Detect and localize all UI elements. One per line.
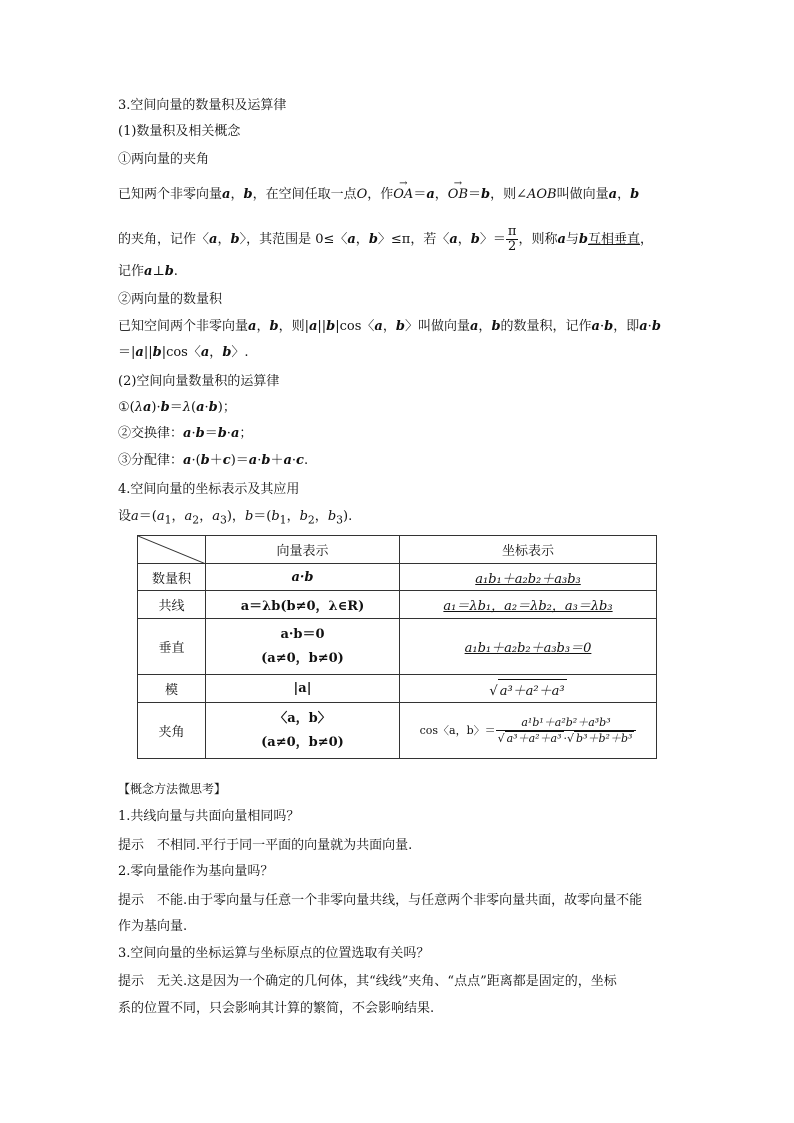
row-label-dot: 数量积: [138, 564, 206, 591]
sqrt-icon: √: [497, 731, 505, 745]
dot-coordinate-form: a₁b₁＋a₂b₂＋a₃b₃: [400, 564, 657, 591]
vector-ob: → OB: [448, 185, 468, 205]
collinear-vector-form: a＝λb(b≠0，λ∈R): [206, 591, 400, 619]
answer-2-line-2: 作为基向量.: [118, 919, 188, 934]
question-1: 1.共线向量与共面向量相同吗？: [118, 809, 300, 824]
nonzero-condition: (a≠0，b≠0): [261, 650, 344, 666]
angle-notation: 〈a，b〉: [274, 710, 331, 726]
table-row: [138, 619, 657, 675]
modulus-radicand: a³＋a²＋a³: [498, 679, 567, 699]
vector-oa: → OA: [393, 185, 413, 205]
table-row: [138, 591, 657, 619]
sqrt-icon: √: [489, 683, 498, 699]
pi-over-two-fraction: $\frac{\pi}{2}$: [507, 224, 517, 254]
header-vector: 向量表示: [206, 536, 400, 564]
modulus-coordinate-form: [400, 675, 657, 703]
cos-denominator: √ a³＋a²＋a³ ·√ b³＋b²＋b³: [497, 731, 633, 745]
table-row: [138, 675, 657, 703]
answer-2-line-1: 提示 不能.由于零向量与任意一个非零向量共线，与任意两个非零向量共面，故零向量不能: [118, 893, 643, 908]
answer-3-line-1: 提示 无关.这是因为一个确定的几何体，其“线线”夹角、“点点”距离都是固定的，坐标: [118, 974, 617, 989]
question-3: 3.空间向量的坐标运算与坐标原点的位置选取有关吗？: [118, 946, 430, 961]
answer-1: 提示 不相同.平行于同一平面的向量就为共面向量.: [118, 838, 413, 853]
perpendicular-condition: a·b＝0: [280, 626, 325, 642]
coordinate-table: [137, 535, 657, 759]
law-commutative: ②交换律：a·b＝b·a；: [118, 426, 253, 441]
cos-prefix: cos〈a，b〉＝: [419, 723, 496, 737]
subsection-2-title: (2)空间向量数量积的运算律: [118, 374, 280, 389]
angle-definition-line-2: 的夹角，记作〈a，b〉，其范围是 0≤〈a，b〉≤π，若〈a，b〉＝ $\frac{\pi}{2}$ ，则称a与b互相垂直，: [118, 224, 654, 254]
section-3-title: 3.空间向量的数量积及运算律: [118, 98, 287, 113]
subsection-1-title: (1)数量积及相关概念: [118, 124, 241, 139]
table-corner: [138, 536, 206, 564]
section-4-title: 4.空间向量的坐标表示及其应用: [118, 482, 300, 497]
angle-definition-line-1: 已知两个非零向量a，b，在空间任取一点O，作→ OA＝a，→ OB＝b，则∠AOB叫做向量a，b: [118, 185, 639, 205]
row-label-collinear: 共线: [138, 591, 206, 619]
concept-title: 【概念方法微思考】: [118, 782, 227, 796]
item-angle-title: ①两向量的夹角: [118, 152, 210, 167]
perpendicular-term: 互相垂直: [588, 232, 641, 247]
law-distributive: ③分配律：a·(b＋c)＝a·b＋a·c.: [118, 453, 309, 468]
row-label-angle: 夹角: [138, 703, 206, 759]
perpendicular-vector-form: [206, 619, 400, 675]
law-scalar: ①(λa)·b＝λ(a·b)；: [118, 400, 236, 415]
row-label-modulus: 模: [138, 675, 206, 703]
cos-numerator: a¹b¹＋a²b²＋a³b³: [496, 716, 637, 731]
dot-vector-form: a·b: [206, 564, 400, 591]
question-2: 2.零向量能作为基向量吗？: [118, 864, 274, 879]
header-coordinate: 坐标表示: [400, 536, 657, 564]
table-row: [138, 564, 657, 591]
dot-definition-line-2: ＝|a||b|cos〈a，b〉.: [118, 345, 249, 360]
perpendicular-coordinate-form: a₁b₁＋a₂b₂＋a₃b₃＝0: [400, 619, 657, 675]
item-dot-title: ②两向量的数量积: [118, 292, 223, 307]
table-row: [138, 703, 657, 759]
angle-definition-line-3: 记作a⊥b.: [118, 264, 178, 279]
angle-vector-form: [206, 703, 400, 759]
diagonal-line: [138, 536, 206, 564]
sqrt-icon: √: [567, 731, 575, 745]
dot-definition-line-1: 已知空间两个非零向量a，b，则|a||b|cos〈a，b〉叫做向量a，b的数量积，记作a·b，即a·b: [118, 319, 661, 334]
cos-fraction: [496, 716, 637, 746]
answer-3-line-2: 系的位置不同，只会影响其计算的繁简，不会影响结果.: [118, 1001, 435, 1016]
modulus-vector-form: |a|: [206, 675, 400, 703]
coordinate-setup: 设$a=(a_1$，$a_2$，$a_3$)，$b=(b_1$，$b_2$，$b_3$).: [118, 509, 353, 527]
nonzero-condition: (a≠0，b≠0): [261, 734, 344, 750]
angle-coordinate-form: [400, 703, 657, 759]
row-label-perpendicular: 垂直: [138, 619, 206, 675]
collinear-coordinate-form: a₁＝λb₁，a₂＝λb₂，a₃＝λb₃: [400, 591, 657, 619]
